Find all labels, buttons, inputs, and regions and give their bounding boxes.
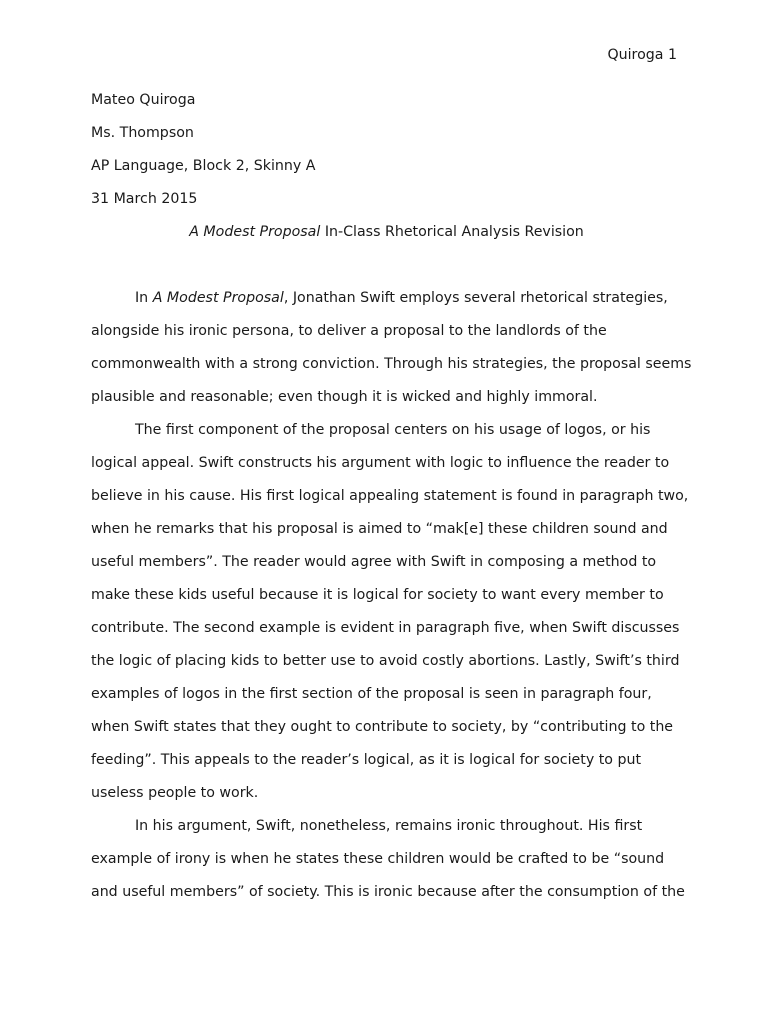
paragraph-2-line: logical appeal. Swift constructs his argument with logic to influence the reader to: [91, 455, 670, 471]
paragraph-2-line: when he remarks that his proposal is aimed to “mak[e] these children sound and: [91, 521, 668, 537]
paragraph-3-line: In his argument, Swift, nonetheless, remains ironic throughout. His first: [135, 818, 643, 834]
paragraph-1-line: alongside his ironic persona, to deliver a proposal to the landlords of the: [91, 323, 607, 339]
paragraph-2-line: feeding”. This appeals to the reader’s logical, as it is logical for society to put: [91, 752, 642, 768]
paragraph-2-line: the logic of placing kids to better use to avoid costly abortions. Lastly, Swift’s third: [91, 653, 680, 669]
paragraph-1-line: commonwealth with a strong conviction. Through his strategies, the proposal seems: [91, 356, 692, 372]
paragraph-2-line: contribute. The second example is evident in paragraph five, when Swift discusses: [91, 620, 680, 636]
p1-text: In: [135, 290, 153, 306]
course-line: AP Language, Block 2, Skinny A: [91, 158, 316, 174]
p1-text: , Jonathan Swift employs several rhetorical strategies,: [283, 290, 668, 306]
paragraph-3-line: and useful members” of society. This is ironic because after the consumption of the: [91, 884, 685, 900]
paragraph-2-line: useful members”. The reader would agree with Swift in composing a method to: [91, 554, 657, 570]
page-header: Quiroga 1: [607, 47, 677, 63]
teacher-name: Ms. Thompson: [91, 125, 194, 141]
paragraph-1-line: plausible and reasonable; even though it is wicked and highly immoral.: [91, 389, 598, 405]
document-body: [91, 90, 692, 915]
title-rest: In-Class Rhetorical Analysis Revision: [320, 224, 584, 240]
paragraph-2-line: make these kids useful because it is logical for society to want every member to: [91, 587, 664, 603]
title-italic: A Modest Proposal: [189, 224, 321, 240]
paragraph-2-line: believe in his cause. His first logical appealing statement is found in paragraph two,: [91, 488, 689, 504]
paragraph-2-line: examples of logos in the first section of the proposal is seen in paragraph four,: [91, 686, 652, 702]
essay-title: [91, 222, 679, 255]
paragraph-3-line: example of irony is when he states these children would be crafted to be “sound: [91, 851, 665, 867]
blank-line: [91, 255, 679, 288]
paragraph-2-line: The first component of the proposal centers on his usage of logos, or his: [135, 422, 651, 438]
paragraph-2-line: useless people to work.: [91, 785, 259, 801]
date-line: 31 March 2015: [91, 191, 198, 207]
student-name: Mateo Quiroga: [91, 92, 196, 108]
p1-italic-title: A Modest Proposal: [152, 290, 284, 306]
paragraph-1-line: [91, 288, 679, 321]
paragraph-2-line: when Swift states that they ought to contribute to society, by “contributing to the: [91, 719, 674, 735]
